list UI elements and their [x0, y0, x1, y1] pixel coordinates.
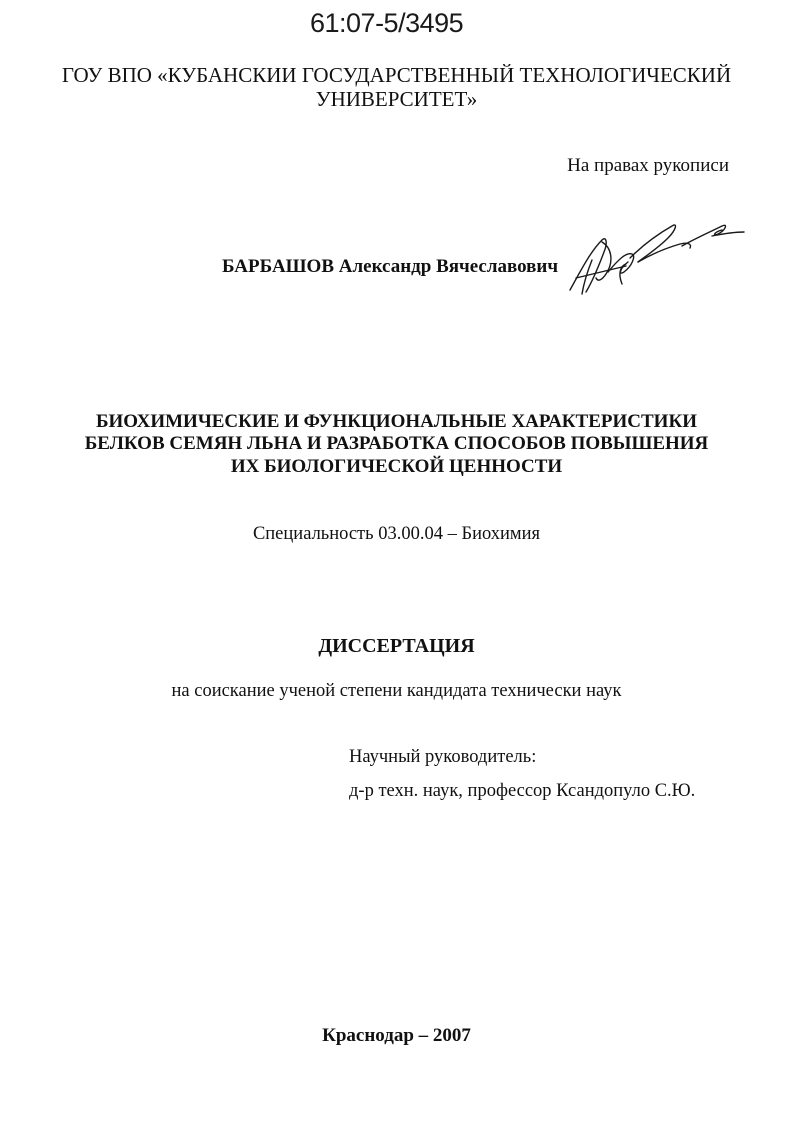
author-surname: БАРБАШОВ: [222, 256, 334, 277]
institution-line-1: ГОУ ВПО «КУБАНСКИИ ГОСУДАРСТВЕННЫЙ ТЕХНОЛОГИЧЕСКИЙ: [61, 63, 732, 87]
catalog-number: 61:07-5/3495: [310, 8, 464, 38]
author-given-names: Александр Вячеславович: [338, 256, 559, 277]
specialty: [0, 524, 793, 545]
degree-statement: на соискание ученой степени кандидата технически наук: [171, 681, 622, 701]
title-line-3: ИХ БИОЛОГИЧЕСКОЙ ЦЕННОСТИ: [230, 456, 563, 477]
advisor-name: д-р техн. наук, профессор Ксандопуло С.Ю.: [349, 781, 696, 801]
author-name: [222, 256, 558, 278]
author-signature-image: [562, 212, 747, 298]
rights-note: На правах рукописи: [567, 155, 729, 176]
specialty-label: Специальность 03.00.04 –: [252, 524, 457, 544]
title-line-1: БИОХИМИЧЕСКИЕ И ФУНКЦИОНАЛЬНЫЕ ХАРАКТЕРИСТИКИ: [95, 411, 698, 432]
document-type: ДИССЕРТАЦИЯ: [318, 635, 475, 657]
title-line-2: БЕЛКОВ СЕМЯН ЛЬНА И РАЗРАБОТКА СПОСОБОВ ПОВЫШЕНИЯ: [84, 433, 709, 454]
specialty-field: Биохимия: [461, 524, 541, 544]
advisor-label: Научный руководитель:: [349, 747, 537, 767]
institution-line-2: УНИВЕРСИТЕТ»: [315, 87, 478, 111]
city-year: Краснодар – 2007: [322, 1025, 471, 1046]
